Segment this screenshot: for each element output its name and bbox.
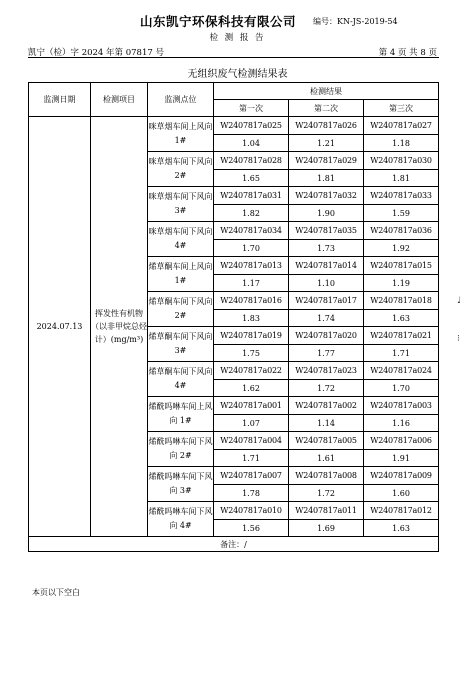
result-value: 1.92 bbox=[364, 240, 439, 257]
sample-id: W2407817a035 bbox=[289, 222, 364, 240]
result-value: 1.60 bbox=[364, 485, 439, 502]
monitoring-location: 烯酰吗啉车间下风向 2# bbox=[148, 432, 214, 467]
sample-id: W2407817a003 bbox=[364, 397, 439, 415]
result-value: 1.10 bbox=[289, 275, 364, 292]
result-value: 1.82 bbox=[214, 205, 289, 222]
monitoring-location: 烯草酮车间下风向 4# bbox=[148, 362, 214, 397]
document-number: 编号：KN-JS-2019-54 bbox=[313, 17, 398, 26]
report-number: 凯宁（检）字 2024 年第 07817 号 bbox=[28, 48, 164, 58]
sample-id: W2407817a014 bbox=[289, 257, 364, 275]
result-value: 1.81 bbox=[364, 170, 439, 187]
page-info: 第 4 页 共 8 页 bbox=[378, 48, 437, 58]
result-value: 1.71 bbox=[214, 450, 289, 467]
binding-mark: ⁝ bbox=[457, 334, 460, 344]
sample-id: W2407817a027 bbox=[364, 117, 439, 135]
result-value: 1.73 bbox=[289, 240, 364, 257]
sample-id: W2407817a005 bbox=[289, 432, 364, 450]
header-date: 监测日期 bbox=[29, 83, 91, 117]
monitoring-location: 咪草烟车间下风向 4# bbox=[148, 222, 214, 257]
sample-id: W2407817a019 bbox=[214, 327, 289, 345]
result-value: 1.72 bbox=[289, 380, 364, 397]
sample-id: W2407817a012 bbox=[364, 502, 439, 520]
monitoring-location: 咪草烟车间下风向 2# bbox=[148, 152, 214, 187]
sample-id: W2407817a023 bbox=[289, 362, 364, 380]
sample-id: W2407817a026 bbox=[289, 117, 364, 135]
sample-id: W2407817a001 bbox=[214, 397, 289, 415]
result-value: 1.91 bbox=[364, 450, 439, 467]
result-value: 1.72 bbox=[289, 485, 364, 502]
binding-mark: ♩ bbox=[457, 296, 462, 306]
monitoring-location: 烯酰吗啉车间上风向 1# bbox=[148, 397, 214, 432]
results-table bbox=[28, 82, 439, 552]
monitoring-location: 烯酰吗啉车间下风向 4# bbox=[148, 502, 214, 537]
table-title: 无组织废气检测结果表 bbox=[187, 69, 288, 80]
result-value: 1.07 bbox=[214, 415, 289, 432]
result-value: 1.75 bbox=[214, 345, 289, 362]
result-value: 1.21 bbox=[289, 135, 364, 152]
result-value: 1.18 bbox=[364, 135, 439, 152]
result-value: 1.63 bbox=[364, 310, 439, 327]
result-value: 1.78 bbox=[214, 485, 289, 502]
header-third: 第三次 bbox=[364, 100, 439, 117]
sample-id: W2407817a024 bbox=[364, 362, 439, 380]
result-value: 1.59 bbox=[364, 205, 439, 222]
result-value: 1.74 bbox=[289, 310, 364, 327]
header-second: 第二次 bbox=[289, 100, 364, 117]
table-row bbox=[29, 117, 439, 135]
result-value: 1.65 bbox=[214, 170, 289, 187]
sample-id: W2407817a009 bbox=[364, 467, 439, 485]
sample-id: W2407817a018 bbox=[364, 292, 439, 310]
header-location: 监测点位 bbox=[148, 83, 214, 117]
result-value: 1.70 bbox=[364, 380, 439, 397]
sample-id: W2407817a017 bbox=[289, 292, 364, 310]
sample-id: W2407817a022 bbox=[214, 362, 289, 380]
result-value: 1.71 bbox=[364, 345, 439, 362]
sample-id: W2407817a006 bbox=[364, 432, 439, 450]
sample-id: W2407817a008 bbox=[289, 467, 364, 485]
sample-id: W2407817a030 bbox=[364, 152, 439, 170]
result-value: 1.19 bbox=[364, 275, 439, 292]
sample-id: W2407817a028 bbox=[214, 152, 289, 170]
sample-id: W2407817a007 bbox=[214, 467, 289, 485]
sample-id: W2407817a031 bbox=[214, 187, 289, 205]
sample-id: W2407817a002 bbox=[289, 397, 364, 415]
result-value: 1.14 bbox=[289, 415, 364, 432]
result-value: 1.83 bbox=[214, 310, 289, 327]
remarks: 备注：/ bbox=[29, 537, 439, 552]
sample-id: W2407817a036 bbox=[364, 222, 439, 240]
monitoring-location: 烯草酮车间上风向 1# bbox=[148, 257, 214, 292]
result-value: 1.81 bbox=[289, 170, 364, 187]
result-value: 1.90 bbox=[289, 205, 364, 222]
sample-id: W2407817a033 bbox=[364, 187, 439, 205]
monitoring-location: 烯草酮车间下风向 3# bbox=[148, 327, 214, 362]
sample-id: W2407817a020 bbox=[289, 327, 364, 345]
sample-id: W2407817a021 bbox=[364, 327, 439, 345]
sample-id: W2407817a034 bbox=[214, 222, 289, 240]
result-value: 1.17 bbox=[214, 275, 289, 292]
result-value: 1.61 bbox=[289, 450, 364, 467]
results-table-body bbox=[29, 117, 439, 552]
monitoring-location: 烯酰吗啉车间下风向 3# bbox=[148, 467, 214, 502]
sample-id: W2407817a015 bbox=[364, 257, 439, 275]
company-name: 山东凯宁环保科技有限公司 bbox=[140, 14, 297, 29]
monitoring-location: 咪草烟车间下风向 3# bbox=[148, 187, 214, 222]
header-divider bbox=[28, 57, 439, 58]
result-value: 1.04 bbox=[214, 135, 289, 152]
sample-id: W2407817a016 bbox=[214, 292, 289, 310]
header-first: 第一次 bbox=[214, 100, 289, 117]
test-item: 挥发性有机物（以非甲烷总烃计）(mg/m³) bbox=[91, 117, 148, 537]
result-value: 1.62 bbox=[214, 380, 289, 397]
sample-id: W2407817a032 bbox=[289, 187, 364, 205]
report-subtitle: 检 测 报 告 bbox=[209, 33, 266, 43]
result-value: 1.70 bbox=[214, 240, 289, 257]
sample-id: W2407817a029 bbox=[289, 152, 364, 170]
result-value: 1.77 bbox=[289, 345, 364, 362]
sample-id: W2407817a004 bbox=[214, 432, 289, 450]
sample-id: W2407817a010 bbox=[214, 502, 289, 520]
result-value: 1.63 bbox=[364, 520, 439, 537]
monitoring-location: 咪草烟车间上风向 1# bbox=[148, 117, 214, 152]
sample-id: W2407817a013 bbox=[214, 257, 289, 275]
result-value: 1.69 bbox=[289, 520, 364, 537]
result-value: 1.16 bbox=[364, 415, 439, 432]
sample-id: W2407817a025 bbox=[214, 117, 289, 135]
monitoring-location: 烯草酮车间下风向 2# bbox=[148, 292, 214, 327]
monitoring-date: 2024.07.13 bbox=[29, 117, 91, 537]
result-value: 1.56 bbox=[214, 520, 289, 537]
note-row bbox=[29, 537, 439, 552]
header-results: 检测结果 bbox=[214, 83, 439, 100]
header-item: 检测项目 bbox=[91, 83, 148, 117]
sample-id: W2407817a011 bbox=[289, 502, 364, 520]
blank-note: 本页以下空白 bbox=[32, 588, 80, 597]
